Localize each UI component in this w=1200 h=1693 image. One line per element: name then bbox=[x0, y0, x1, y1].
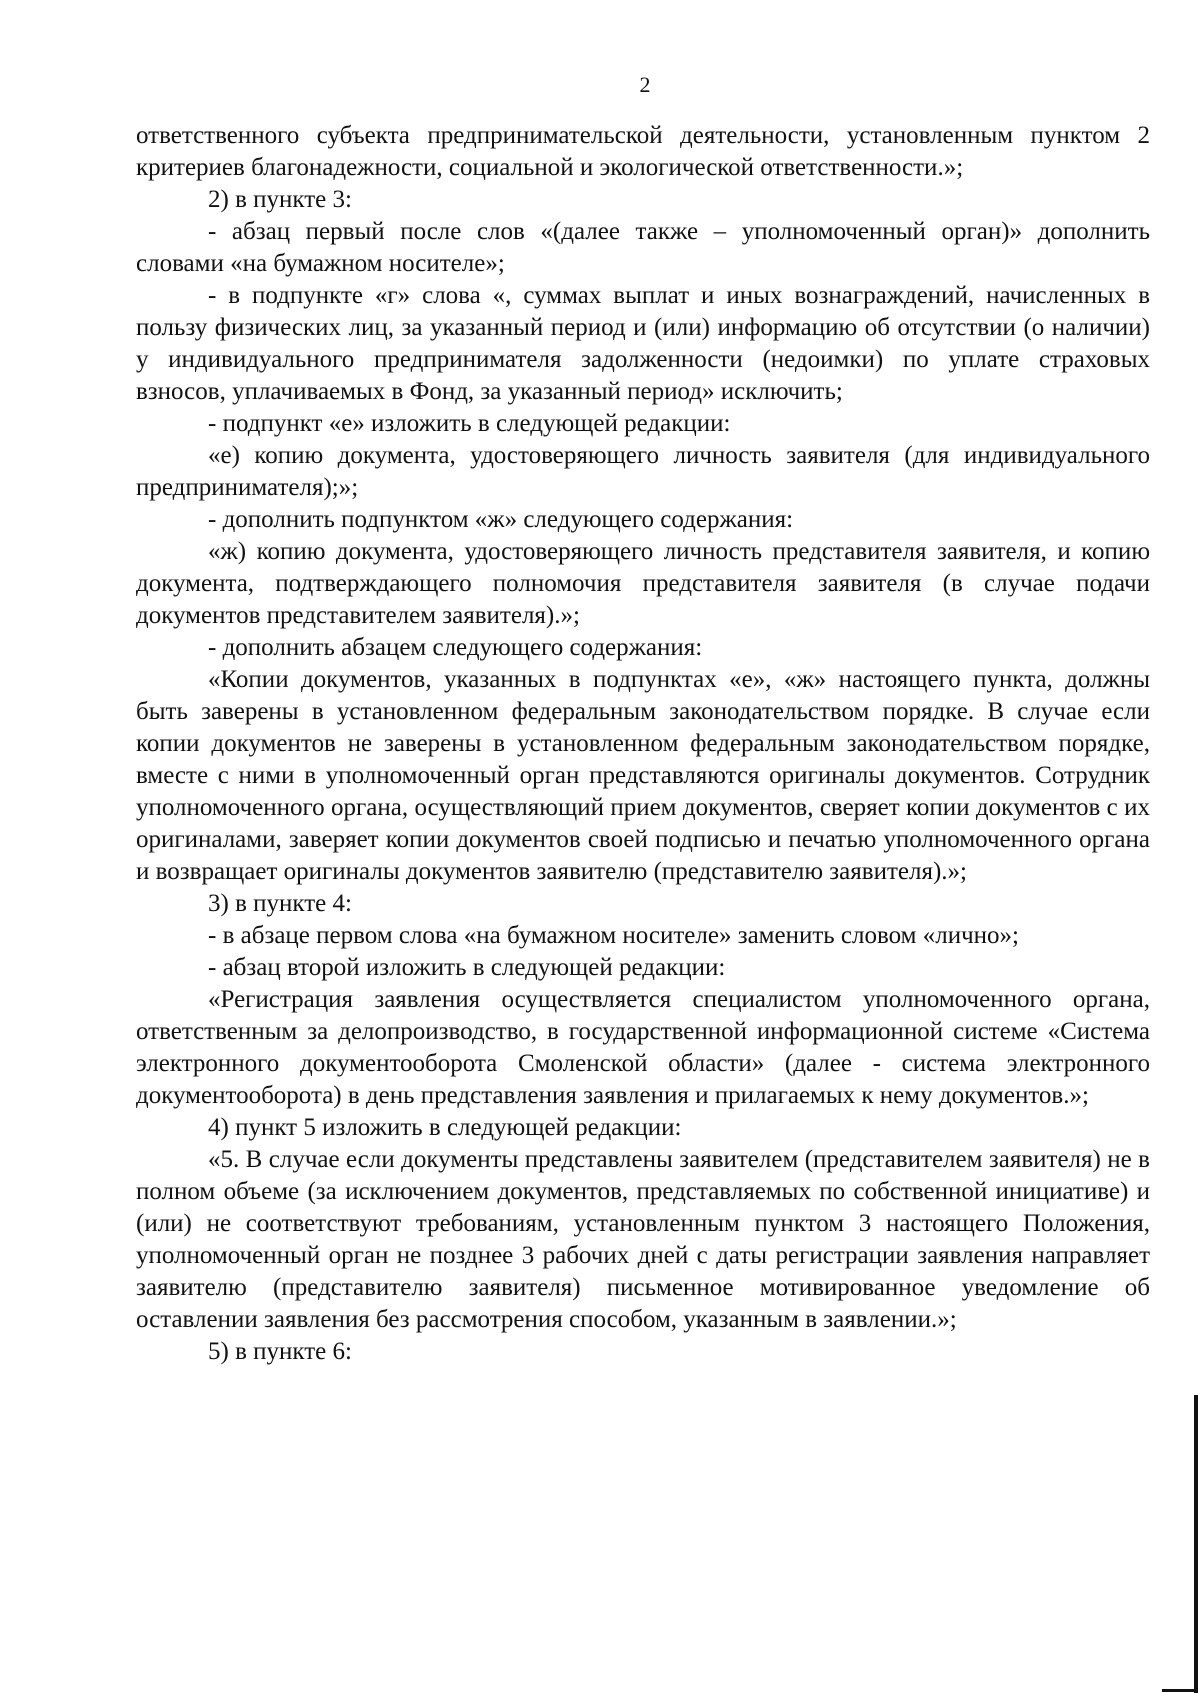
paragraph: 5) в пункте 6: bbox=[208, 1338, 352, 1365]
page-edge-line bbox=[1194, 1395, 1198, 1693]
paragraph: 3) в пункте 4: bbox=[208, 890, 352, 917]
paragraph: - дополнить подпунктом «ж» следующего содержания: bbox=[208, 506, 794, 533]
paragraph: «Копии документов, указанных в подпунктах «е», «ж» настоящего пункта, должны быть заверены в установленном федеральным законодательством порядке. В случае если копии документов не заверены в установленном федеральным законодательством порядке, вместе с ними в уполномоченный орган представляются оригиналы документов. Сотрудник уполномоченного органа, осуществляющий прием документов, сверяет копии документов с их оригиналами, заверяет копии документов своей подписью и печатью уполномоченного органа и возвращает оригиналы документов заявителю (представителю заявителя).»; bbox=[136, 666, 1150, 885]
paragraph: «е) копию документа, удостоверяющего личность заявителя (для индивидуального предпринимателя);»; bbox=[136, 442, 1150, 501]
paragraph: - абзац первый после слов «(далее также – уполномоченный орган)» дополнить словами «на бумажном носителе»; bbox=[136, 218, 1150, 277]
paragraph: - дополнить абзацем следующего содержания: bbox=[208, 634, 703, 661]
paragraph: - абзац второй изложить в следующей редакции: bbox=[208, 954, 726, 981]
document-body bbox=[136, 120, 1150, 1368]
paragraph: - в подпункте «г» слова «, суммах выплат и иных вознаграждений, начисленных в пользу физических лиц, за указанный период и (или) информацию об отсутствии (о наличии) у индивидуального предпринимателя задолженности (недоимки) по уплате страховых взносов, уплачиваемых в Фонд, за указанный период» исключить; bbox=[136, 282, 1150, 405]
paragraph: «Регистрация заявления осуществляется специалистом уполномоченного органа, ответственным за делопроизводство, в государственной информационной системе «Система электронного документооборота Смоленской области» (далее - система электронного документооборота) в день представления заявления и прилагаемых к нему документов.»; bbox=[136, 986, 1150, 1109]
paragraph: 4) пункт 5 изложить в следующей редакции: bbox=[208, 1114, 682, 1141]
page-number: 2 bbox=[639, 72, 651, 97]
paragraph: ответственного субъекта предпринимательской деятельности, установленным пунктом 2 критериев благонадежности, социальной и экологической ответственности.»; bbox=[136, 122, 1150, 181]
paragraph: - в абзаце первом слова «на бумажном носителе» заменить словом «лично»; bbox=[208, 922, 1019, 949]
paragraph: - подпункт «е» изложить в следующей редакции: bbox=[208, 410, 731, 437]
paragraph: 2) в пункте 3: bbox=[208, 186, 352, 213]
page-corner-line bbox=[1162, 1689, 1198, 1692]
paragraph: «5. В случае если документы представлены заявителем (представителем заявителя) не в полном объеме (за исключением документов, представляемых по собственной инициативе) и (или) не соответствуют требованиям, установленным пунктом 3 настоящего Положения, уполномоченный орган не позднее 3 рабочих дней с даты регистрации заявления направляет заявителю (представителю заявителя) письменное мотивированное уведомление об оставлении заявления без рассмотрения способом, указанным в заявлении.»; bbox=[136, 1146, 1150, 1333]
paragraph: «ж) копию документа, удостоверяющего личность представителя заявителя, и копию документа, подтверждающего полномочия представителя заявителя (в случае подачи документов представителем заявителя).»; bbox=[136, 538, 1150, 629]
